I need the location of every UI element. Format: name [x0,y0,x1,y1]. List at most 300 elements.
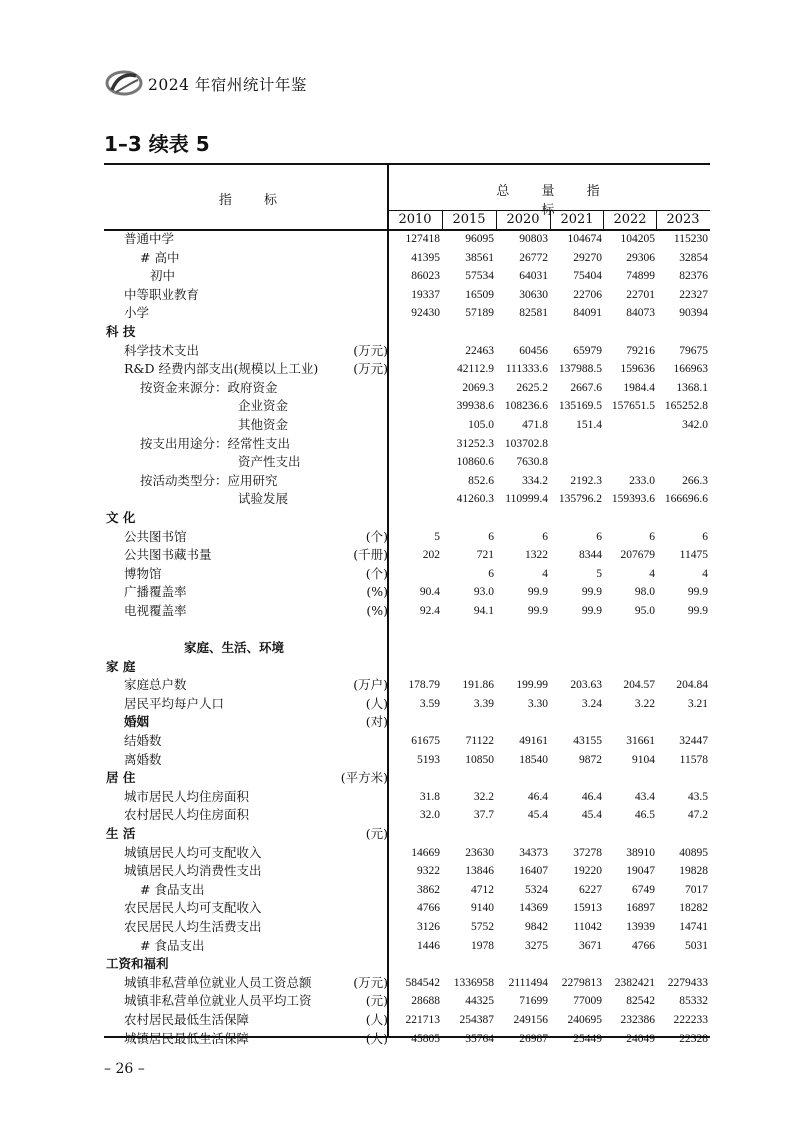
value-cell: 4766 [632,939,655,952]
value-cell: 46.4 [581,790,602,803]
row-unit: (万元) [353,974,388,990]
value-cell: 5 [596,567,602,580]
table-row [104,844,710,863]
value-cell: 57189 [465,307,494,320]
table-row [104,974,710,993]
value-cell: 96095 [465,233,494,245]
value-cell: 18540 [519,753,548,766]
value-cell: 26987 [519,1032,548,1045]
value-cell: 31252.3 [456,437,494,450]
value-cell: 38561 [465,251,494,264]
value-cell: 4 [649,567,655,580]
value-cell: 4712 [471,883,494,896]
value-cell: 1368.1 [676,381,708,394]
value-cell: 75404 [573,270,602,283]
value-cell: 6227 [579,883,602,896]
value-cell: 3275 [525,939,548,952]
value-cell: 5324 [525,883,548,896]
value-cell: 99.9 [581,586,602,599]
row-label: 城镇居民人均消费性支出 [124,863,262,879]
value-cell: 43.5 [687,790,708,803]
value-cell: 28688 [411,995,440,1008]
row-label: 广播覆盖率 [124,584,187,600]
row-label: 农民居民人均可支配收入 [124,900,262,916]
value-cell: 35764 [465,1032,494,1045]
value-cell: 31661 [626,735,655,748]
table-body [104,230,710,1048]
table-row [104,732,710,751]
value-cell: 37278 [573,846,602,859]
value-cell: 90.4 [419,586,440,599]
value-cell: 191.86 [462,679,494,692]
table-row [104,342,710,361]
value-cell: 94.1 [473,604,494,617]
table-row [104,249,710,268]
value-cell: 9842 [525,920,548,933]
value-cell: 45.4 [527,809,548,822]
table-row [104,472,710,491]
table-row [104,602,710,621]
value-cell: 1978 [471,939,494,952]
value-cell: 32.0 [419,809,440,822]
value-cell: 19337 [411,288,440,301]
row-label: 农民居民人均生活费支出 [124,918,262,934]
table-row [104,379,710,398]
value-cell: 232386 [620,1013,655,1026]
value-cell: 3.21 [687,697,708,710]
value-cell: 42112.9 [457,363,494,376]
value-cell: 98.0 [634,586,655,599]
value-cell: 6 [596,530,602,543]
value-cell: 46.4 [527,790,548,803]
value-cell: 5752 [471,920,494,933]
value-cell: 31.8 [419,790,440,803]
value-cell: 99.9 [527,604,548,617]
row-unit: (万元) [353,342,388,358]
value-cell: 29270 [573,251,602,264]
value-cell: 71699 [519,995,548,1008]
table-row [104,620,710,639]
value-cell: 110999.4 [505,493,548,506]
value-cell: 1336958 [453,976,494,989]
row-label: 科 技 [106,323,136,339]
value-cell: 92.4 [419,604,440,617]
table-title: 1–3 续表 5 [104,132,210,156]
value-cell: 233.0 [629,474,655,487]
table-row [104,490,710,509]
value-cell: 166963 [673,363,708,376]
table-row [104,397,710,416]
table-row [104,992,710,1011]
row-label: # 食品支出 [140,881,205,897]
value-cell: 22327 [679,288,708,301]
top-rule [104,163,710,165]
value-cell: 202 [422,549,440,562]
table-row [104,528,710,547]
value-cell: 3671 [579,939,602,952]
value-cell: 45.4 [581,809,602,822]
value-cell: 137988.5 [558,363,602,376]
value-cell: 82542 [626,995,655,1008]
value-cell: 4 [702,567,708,580]
row-unit: (%) [366,584,388,600]
row-label: 其他资金 [238,416,289,432]
value-cell: 3.59 [419,697,440,710]
value-cell: 127418 [405,233,440,245]
value-cell: 82376 [679,270,708,283]
row-label: 城镇居民人均可支配收入 [124,844,262,860]
value-cell: 95.0 [634,604,655,617]
table-row [104,881,710,900]
value-cell: 37.7 [473,809,494,822]
value-cell: 111333.6 [505,363,548,376]
value-cell: 79675 [679,344,708,357]
value-cell: 60456 [519,344,548,357]
value-cell: 165252.8 [664,400,708,413]
value-cell: 30630 [519,288,548,301]
indicator-header: 指 标 [218,193,292,208]
value-cell: 41395 [411,251,440,264]
value-cell: 6 [488,530,494,543]
value-cell: 2667.6 [570,381,602,394]
year-header: 2022 [613,212,647,227]
year-header: 2020 [506,212,540,227]
row-label: 文 化 [106,509,136,525]
value-cell: 14741 [679,920,708,933]
value-cell: 9872 [579,753,602,766]
value-cell: 90803 [519,233,548,245]
value-cell: 2069.3 [462,381,494,394]
row-label: 城镇非私营单位就业人员工资总额 [124,974,312,990]
table-row [104,323,710,342]
value-cell: 135796.2 [558,493,602,506]
value-cell: 99.9 [581,604,602,617]
row-unit: (万户) [353,677,388,693]
value-cell: 19220 [573,865,602,878]
value-cell: 108236.6 [504,400,548,413]
value-cell: 14369 [519,902,548,915]
table-row [104,937,710,956]
row-label: 按资金来源分：政府资金 [140,379,278,395]
value-cell: 166696.6 [664,493,708,506]
table-row [104,918,710,937]
value-cell: 24049 [626,1032,655,1045]
row-label: 公共图书馆 [124,528,187,544]
value-cell: 249156 [513,1013,548,1026]
value-cell: 25449 [573,1032,602,1045]
table-row [104,435,710,454]
value-cell: 22706 [573,288,602,301]
row-label: # 食品支出 [140,937,205,953]
value-cell: 10850 [465,753,494,766]
value-cell: 18282 [679,902,708,915]
table-row [104,899,710,918]
table-row [104,751,710,770]
value-cell: 14669 [411,846,440,859]
table-row [104,286,710,305]
row-label: 按活动类型分：应用研究 [140,472,278,488]
year-header: 2021 [560,212,594,227]
table-row [104,416,710,435]
value-cell: 9104 [632,753,655,766]
value-cell: 203.63 [570,679,602,692]
value-cell: 41260.3 [456,493,494,506]
table-row [104,769,710,788]
table-row [104,583,710,602]
row-label: 中等职业教育 [124,286,200,302]
row-label: 家庭总户数 [124,677,187,693]
value-cell: 40895 [679,846,708,859]
value-cell: 103702.8 [504,437,548,450]
value-cell: 3.30 [527,697,548,710]
table-row [104,713,710,732]
value-cell: 9322 [417,865,440,878]
row-label: 离婚数 [124,751,162,767]
value-cell: 45805 [411,1032,440,1045]
value-cell: 77009 [573,995,602,1008]
table-row [104,695,710,714]
table-row [104,955,710,974]
value-cell: 3.39 [473,697,494,710]
value-cell: 84073 [626,307,655,320]
row-unit: (万元) [353,361,388,377]
row-label: 家庭、生活、环境 [184,640,285,656]
value-cell: 151.4 [576,418,602,431]
value-cell: 334.2 [522,474,548,487]
value-cell: 6 [649,530,655,543]
row-unit: (人) [365,695,388,711]
row-label: 博物馆 [124,565,162,581]
value-cell: 2625.2 [516,381,548,394]
year-header: 2010 [398,212,432,227]
value-cell: 11042 [573,920,602,933]
yearbook-logo-icon [104,68,144,98]
row-label: 城市居民人均住房面积 [124,788,250,804]
value-cell: 222233 [673,1013,708,1026]
value-cell: 93.0 [473,586,494,599]
value-cell: 49161 [519,735,548,748]
value-cell: 9140 [471,902,494,915]
value-cell: 852.6 [468,474,494,487]
row-label: 普通中学 [124,231,175,246]
row-label: 资产性支出 [238,454,301,470]
value-cell: 71122 [465,735,494,748]
value-cell: 26772 [519,251,548,264]
table-row [104,825,710,844]
value-cell: 199.99 [516,679,548,692]
value-cell: 6 [542,530,548,543]
value-cell: 204.84 [676,679,708,692]
row-label: 城镇居民最低生活保障 [124,1030,250,1046]
row-label: 电视覆盖率 [124,602,187,618]
table-row [104,788,710,807]
value-cell: 13939 [626,920,655,933]
value-cell: 135169.5 [558,400,602,413]
value-cell: 65979 [573,344,602,357]
row-label: 按支出用途分：经常性支出 [140,435,291,451]
value-cell: 1446 [417,939,440,952]
value-cell: 2279433 [667,976,708,989]
value-cell: 92430 [411,307,440,320]
page-number: – 26 – [104,1061,145,1077]
row-unit: (%) [366,602,388,618]
row-unit: (千册) [353,547,388,563]
value-cell: 82581 [519,307,548,320]
header-title: 2024 年宿州统计年鉴 [148,76,307,94]
row-label: 居 住 [106,770,136,786]
value-cell: 104674 [567,233,602,245]
value-cell: 157651.5 [611,400,655,413]
row-label: # 高中 [140,249,180,265]
table-row [104,546,710,565]
row-label: 科学技术支出 [124,342,200,358]
table-row [104,304,710,323]
value-cell: 5193 [417,753,440,766]
row-unit: (个) [365,528,388,544]
table-row [104,565,710,584]
value-cell: 29306 [626,251,655,264]
value-cell: 207679 [620,549,655,562]
table-row [104,509,710,528]
value-cell: 16509 [465,288,494,301]
value-cell: 8344 [579,549,602,562]
value-cell: 11578 [679,753,708,766]
value-cell: 2382421 [614,976,655,989]
table-row [104,1030,710,1049]
value-cell: 7630.8 [516,456,548,469]
row-label: 生 活 [106,826,136,841]
value-cell: 64031 [519,270,548,283]
value-cell: 6 [702,530,708,543]
value-cell: 16407 [519,865,548,878]
value-cell: 2192.3 [570,474,602,487]
row-label: R&D 经费内部支出(规模以上工业) [124,361,319,377]
value-cell: 22328 [679,1032,708,1045]
value-cell: 115230 [673,233,708,245]
value-cell: 99.9 [687,604,708,617]
value-cell: 6 [488,567,494,580]
value-cell: 3.24 [581,697,602,710]
row-label: 工资和福利 [106,956,169,972]
value-cell: 43155 [573,735,602,748]
value-cell: 1322 [525,549,548,562]
value-cell: 471.8 [522,418,548,431]
value-cell: 178.79 [408,679,440,692]
value-cell: 6749 [632,883,655,896]
value-cell: 4 [542,567,548,580]
value-cell: 79216 [626,344,655,357]
value-cell: 46.5 [634,809,655,822]
value-cell: 23630 [465,846,494,859]
value-cell: 19047 [626,865,655,878]
value-cell: 22701 [626,288,655,301]
value-cell: 10860.6 [456,456,494,469]
table-row [104,676,710,695]
row-unit: (平方米) [340,770,388,786]
value-cell: 2111494 [508,976,548,989]
value-cell: 22463 [465,344,494,357]
value-cell: 105.0 [468,418,494,431]
row-label: 居民平均每户人口 [124,695,225,711]
value-cell: 204.57 [623,679,655,692]
value-cell: 5 [434,530,440,543]
year-header: 2015 [452,212,486,227]
value-cell: 44325 [465,995,494,1008]
row-label: 公共图书藏书量 [124,547,212,563]
value-cell: 254387 [459,1013,494,1026]
row-label: 家 庭 [106,658,136,674]
value-cell: 721 [476,549,494,562]
value-cell: 13846 [465,865,494,878]
value-cell: 85332 [679,995,708,1008]
value-cell: 34373 [519,846,548,859]
row-label: 农村居民人均住房面积 [124,807,250,823]
value-cell: 15913 [573,902,602,915]
value-cell: 43.4 [634,790,655,803]
value-cell: 86023 [411,270,440,283]
value-cell: 90394 [679,307,708,320]
row-label: 城镇非私营单位就业人员平均工资 [124,993,312,1009]
table-row [104,230,710,249]
table-row [104,453,710,472]
value-cell: 47.2 [687,809,708,822]
value-cell: 19828 [679,865,708,878]
value-cell: 11475 [679,549,708,562]
value-cell: 584542 [405,976,440,989]
value-cell: 16897 [626,902,655,915]
value-cell: 1984.4 [623,381,655,394]
table-row [104,862,710,881]
row-label: 企业资金 [238,398,289,414]
value-cell: 104205 [620,233,655,245]
table-row [104,360,710,379]
value-cell: 32854 [679,251,708,264]
value-cell: 5031 [685,939,708,952]
value-cell: 3.22 [634,697,655,710]
row-unit: (元) [365,826,388,841]
row-unit: (人) [365,1030,388,1046]
value-cell: 2279813 [561,976,602,989]
table-row [104,267,710,286]
value-cell: 99.9 [687,586,708,599]
row-unit: (对) [365,714,388,730]
row-label: 小学 [124,305,150,321]
row-unit: (个) [365,565,388,581]
value-cell: 240695 [567,1013,602,1026]
row-label: 农村居民最低生活保障 [124,1011,250,1027]
row-label: 初中 [150,268,176,284]
value-cell: 84091 [573,307,602,320]
table-row [104,639,710,658]
value-cell: 74899 [626,270,655,283]
value-cell: 32.2 [473,790,494,803]
value-cell: 61675 [411,735,440,748]
value-cell: 99.9 [527,586,548,599]
row-unit: (人) [365,1011,388,1027]
value-cell: 4766 [417,902,440,915]
value-cell: 159393.6 [611,493,655,506]
value-cell: 266.3 [682,474,708,487]
value-cell: 3126 [417,920,440,933]
value-cell: 57534 [465,270,494,283]
value-cell: 159636 [620,363,655,376]
value-cell: 32447 [679,735,708,748]
value-cell: 3862 [417,883,440,896]
table-row [104,658,710,677]
row-label: 试验发展 [238,491,289,507]
table-row [104,1011,710,1030]
value-cell: 38910 [626,846,655,859]
